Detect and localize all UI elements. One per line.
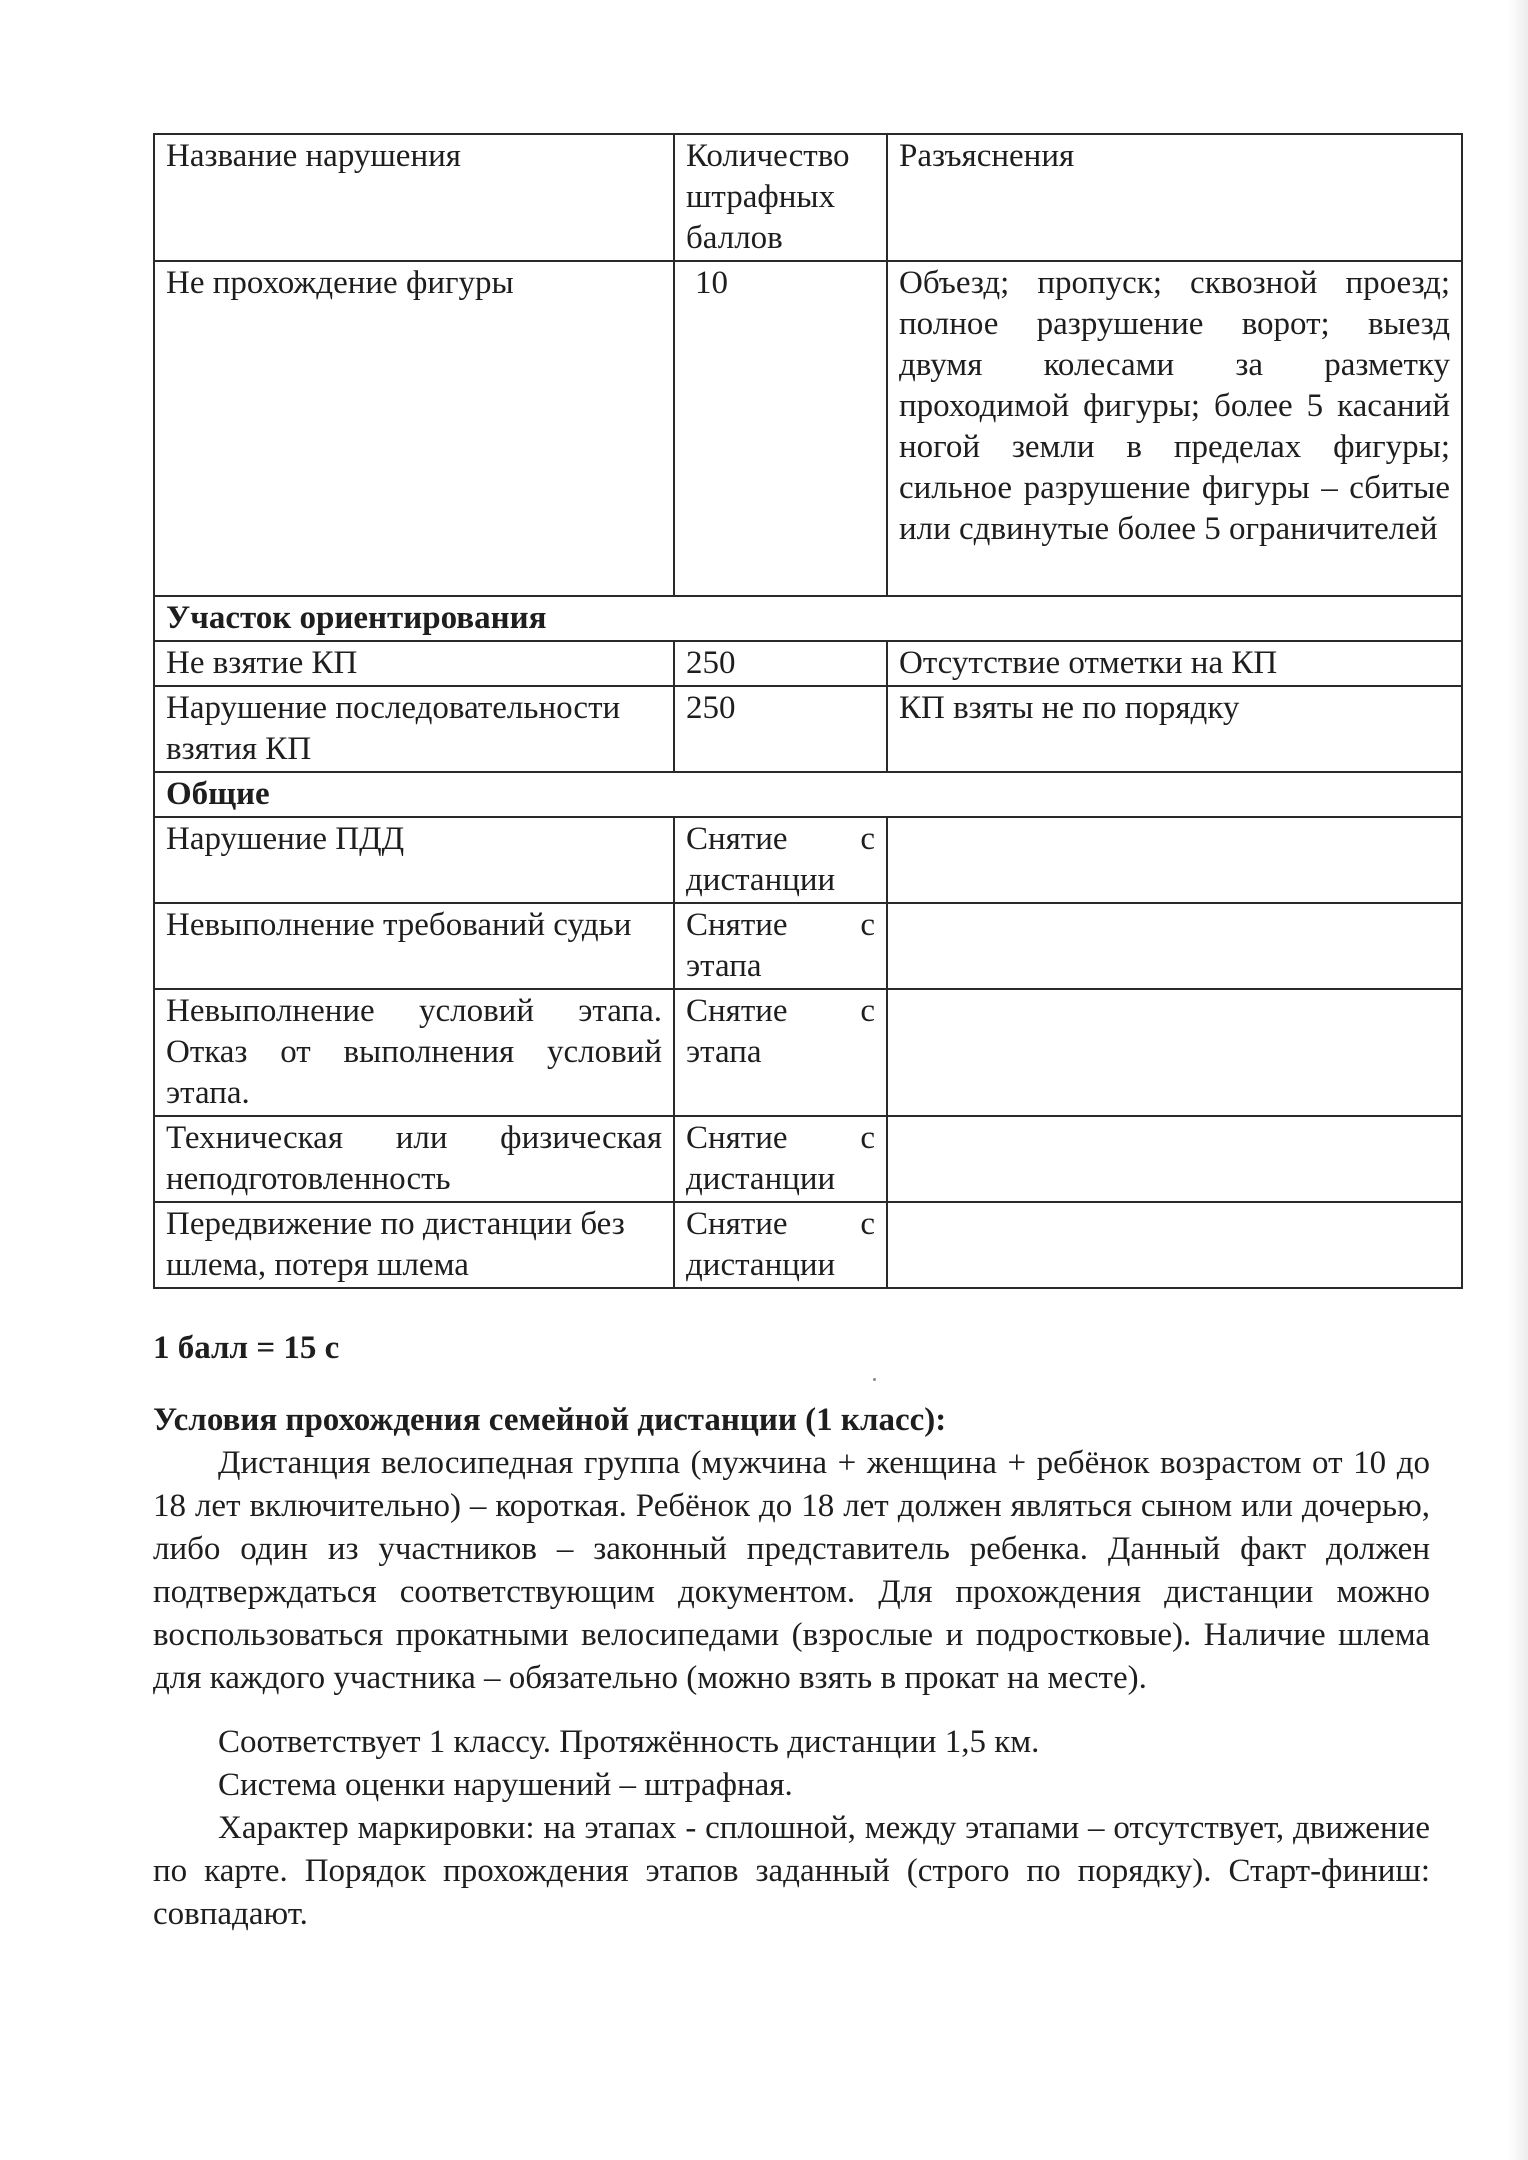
paragraph: Соответствует 1 классу. Протяжённость дистанции 1,5 км. (218, 1724, 1040, 1760)
explanation (887, 903, 1462, 989)
explanation (887, 1116, 1462, 1202)
table-row (154, 817, 1462, 903)
table-row (154, 903, 1462, 989)
violation-name: Невыполнение требований судьи (154, 903, 674, 989)
violation-name: Передвижение по дистанции без шлема, потеря шлема (154, 1202, 674, 1288)
explanation: Объезд; пропуск; сквозной проезд; полное разрушение ворот; выезд двумя колесами за разметку проходимой фигуры; более 5 касаний ногой земли в пределах фигуры; сильное разрушение фигуры – сбитые или сдвинутые более 5 ограничителей (887, 261, 1462, 596)
explanation: КП взяты не по порядку (887, 686, 1462, 772)
paragraph: Дистанция велосипедная группа (мужчина + женщина + ребёнок возрастом от 10 до 18 лет включительно) – короткая. Ребёнок до 18 лет должен являться сыном или дочерью, либо один из участников – законный представитель ребенка. Данный факт должен подтверждаться соответствующим документом. Для прохождения дистанции можно воспользоваться прокатными велосипедами (взрослые и подростковые). Наличие шлема для каждого участника – обязательно (можно взять в прокат на месте). (153, 1445, 1430, 1696)
section-row-orienteering (154, 596, 1462, 641)
table-row (154, 261, 1462, 596)
paragraph-gap (153, 1700, 1430, 1721)
violation-name: Нарушение последовательности взятия КП (154, 686, 674, 772)
explanation (887, 989, 1462, 1116)
score-note: 1 балл = 15 с (153, 1330, 340, 1366)
table-header-row (154, 134, 1462, 261)
penalty-points: 250 (674, 641, 887, 686)
violation-name: Не взятие КП (154, 641, 674, 686)
penalty-points: Снятие с дистанции (674, 1202, 887, 1288)
penalty-points: Снятие с этапа (674, 989, 887, 1116)
table-row (154, 641, 1462, 686)
paragraph: Характер маркировки: на этапах - сплошной, между этапами – отсутствует, движение по карте. Порядок прохождения этапов заданный (строго по порядку). Старт-финиш: совпадают. (153, 1810, 1430, 1932)
penalty-points: 10 (674, 261, 887, 596)
violation-name: Не прохождение фигуры (154, 261, 674, 596)
header-violation-name: Название нарушения (154, 134, 674, 261)
section-heading: Условия прохождения семейной дистанции (1 класс): (153, 1402, 947, 1438)
section-title: Общие (154, 772, 1462, 817)
table-row (154, 686, 1462, 772)
header-penalty-points: Количество штрафных баллов (674, 134, 887, 261)
table-row (154, 1202, 1462, 1288)
violation-name: Нарушение ПДД (154, 817, 674, 903)
penalty-points: Снятие с этапа (674, 903, 887, 989)
penalty-points: Снятие с дистанции (674, 817, 887, 903)
penalty-points: Снятие с дистанции (674, 1116, 887, 1202)
explanation (887, 817, 1462, 903)
section-row-general (154, 772, 1462, 817)
penalty-table (153, 133, 1463, 1289)
table-row (154, 989, 1462, 1116)
family-conditions (153, 1399, 1430, 1936)
violation-name: Техническая или физическая неподготовленность (154, 1116, 674, 1202)
explanation (887, 1202, 1462, 1288)
explanation: Отсутствие отметки на КП (887, 641, 1462, 686)
scan-speck (873, 1378, 876, 1381)
section-title: Участок ориентирования (154, 596, 1462, 641)
header-explanation: Разъяснения (887, 134, 1462, 261)
table-row (154, 1116, 1462, 1202)
penalty-points: 250 (674, 686, 887, 772)
violation-name: Невыполнение условий этапа. Отказ от выполнения условий этапа. (154, 989, 674, 1116)
page-edge-shadow (1508, 0, 1528, 2160)
paragraph: Система оценки нарушений – штрафная. (218, 1767, 793, 1803)
